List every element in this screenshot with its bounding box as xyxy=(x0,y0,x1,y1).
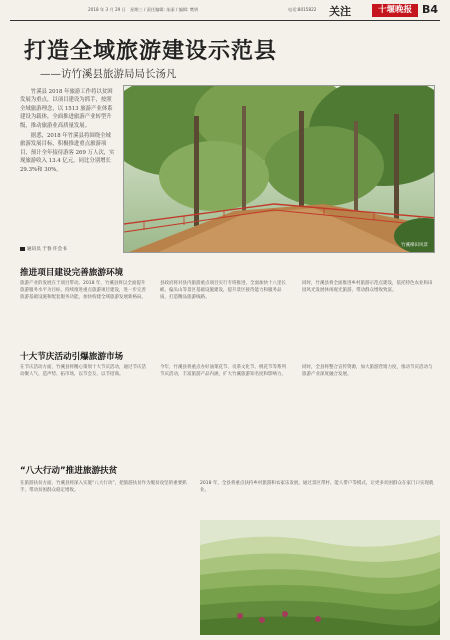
section-text: 2018 年，全县将重点扶持乡村旅游和农家乐发展，通过景区带村、能人带户等模式，让更多贫困群众在家门口实现就业。 xyxy=(200,481,434,493)
section-text: 今年，竹溪县将重点办好油菜花节、贡茶文化节、桃花节等系列节庆活动，丰富旅游产品内涵，扩大竹溪旅游知名度和影响力。 xyxy=(160,365,286,377)
byline-marker xyxy=(20,247,25,251)
article-byline xyxy=(20,246,67,252)
section-text: 在旅游扶贫方面，竹溪县将深入实施“八大行动”，把旅游扶贫作为脱贫攻坚的重要抓手，带动贫困群众稳定增收。 xyxy=(20,481,187,493)
lead-paragraph: 据悉，2018 年竹溪县将围绕全域旅游发展目标，积极推进重点旅游项目，预计全年接待游客 269 万人次，实现旅游收入 13.4 亿元，同比分别增长 29.3%和 30%。 xyxy=(20,133,115,173)
photo-caption: 竹溪梯田风景 xyxy=(401,243,428,248)
scenic-photo xyxy=(123,85,435,253)
terrace-photo xyxy=(200,520,440,635)
header-divider xyxy=(10,20,440,21)
article-lead xyxy=(20,88,115,176)
section-heading-projects: 推进项目建设完善旅游环境 xyxy=(20,268,124,278)
lead-paragraph: 竹溪县 2018 年旅游工作将以贫困发展为重点，以项目建设为抓手，按照全域旅游理念，以 1513 旅游产业体系建设为载体，全面推进旅游产业转型升级，推动旅游业高质量发展。 xyxy=(20,89,113,129)
issue-date: 2018 年 3 月 29 日 星期三 / 责任编辑: 朱丽 / 编辑: 樊明 xyxy=(88,7,199,12)
contact-phone: 电话:8015822 xyxy=(288,7,317,12)
article-title: 打造全域旅游建设示范县 xyxy=(24,38,278,64)
article-subtitle: ——访竹溪县旅游局局长汤凡 xyxy=(40,68,177,80)
section-text: 旅游产业的发展在于项目带动。2018 年，竹溪县将以全面提升旅游服务水平为目标，持续推进重点旅游项目建设，进一步完善旅游基础设施和配套服务功能，加快构建全域旅游发展新格局。 xyxy=(20,281,146,300)
page-header xyxy=(0,0,450,22)
byline-text: 通讯员 于春 许会书 xyxy=(27,247,67,252)
page-number: B4 xyxy=(422,3,439,16)
section-text: 在节庆活动方面，竹溪县将精心策划十大节庆活动，通过节庆活动聚人气、造声势、拓市场，以节会友、以节招商。 xyxy=(20,365,146,377)
section-text: 同时，全县将整合宣传资源，加大旅游营销力度，推动节庆活动与旅游产业深度融合发展。 xyxy=(302,365,433,377)
newspaper-logo: 十堰晚报 xyxy=(372,4,418,17)
section-text: 同时，竹溪县将全面推进乡村旅游示范点建设，依托特色农业和田园风光发展休闲观光旅游，带动群众增收致富。 xyxy=(302,281,433,293)
column-name: 关注 xyxy=(329,5,351,18)
section-heading-festivals: 十大节庆活动引爆旅游市场 xyxy=(20,352,124,362)
forest-path-illustration xyxy=(124,86,435,253)
section-heading-poverty: “八大行动”推进旅游扶贫 xyxy=(20,466,118,476)
section-text: 县政府将对县内旅游重点项目实行专班推进，全面加快十八里长峡、偏头山等景区基础设施建设，提升景区接待能力和服务品质，打造精品旅游线路。 xyxy=(160,281,286,300)
terraced-fields-illustration xyxy=(200,520,440,635)
